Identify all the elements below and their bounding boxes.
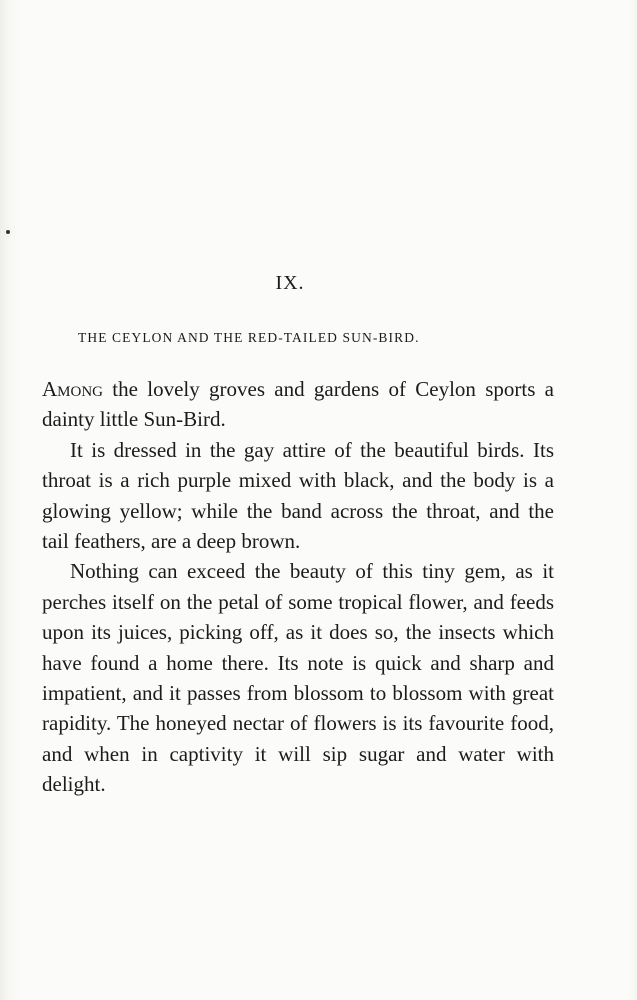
paragraph-1-text: the lovely groves and gardens of Ceylon sports a dainty little Sun-Bird.: [42, 377, 554, 432]
body-text: [42, 374, 554, 800]
paragraph-lead-word: Among: [42, 377, 104, 401]
chapter-title: THE CEYLON AND THE RED-TAILED SUN-BIRD.: [78, 330, 420, 345]
paragraph-3: Nothing can exceed the beauty of this tiny gem, as it perches itself on the petal of some tropical flower, and feeds upon its juices, picking off, as it does so, the insects which have found a home there. Its note is quick and sharp and impatient, and it passes from blossom to blossom with great rapidity. The honeyed nectar of flowers is its favourite food, and when in captivity it will sip sugar and water with delight.: [42, 559, 554, 797]
paper-speck: [6, 230, 10, 234]
chapter-number: IX.: [275, 272, 305, 294]
paragraph-2: It is dressed in the gay attire of the beautiful birds. Its throat is a rich purple mixed with black, and the body is a glowing yellow; while the band across the throat, and the tail feathers, are a deep brown.: [42, 437, 554, 554]
paragraph-1: [42, 374, 554, 435]
